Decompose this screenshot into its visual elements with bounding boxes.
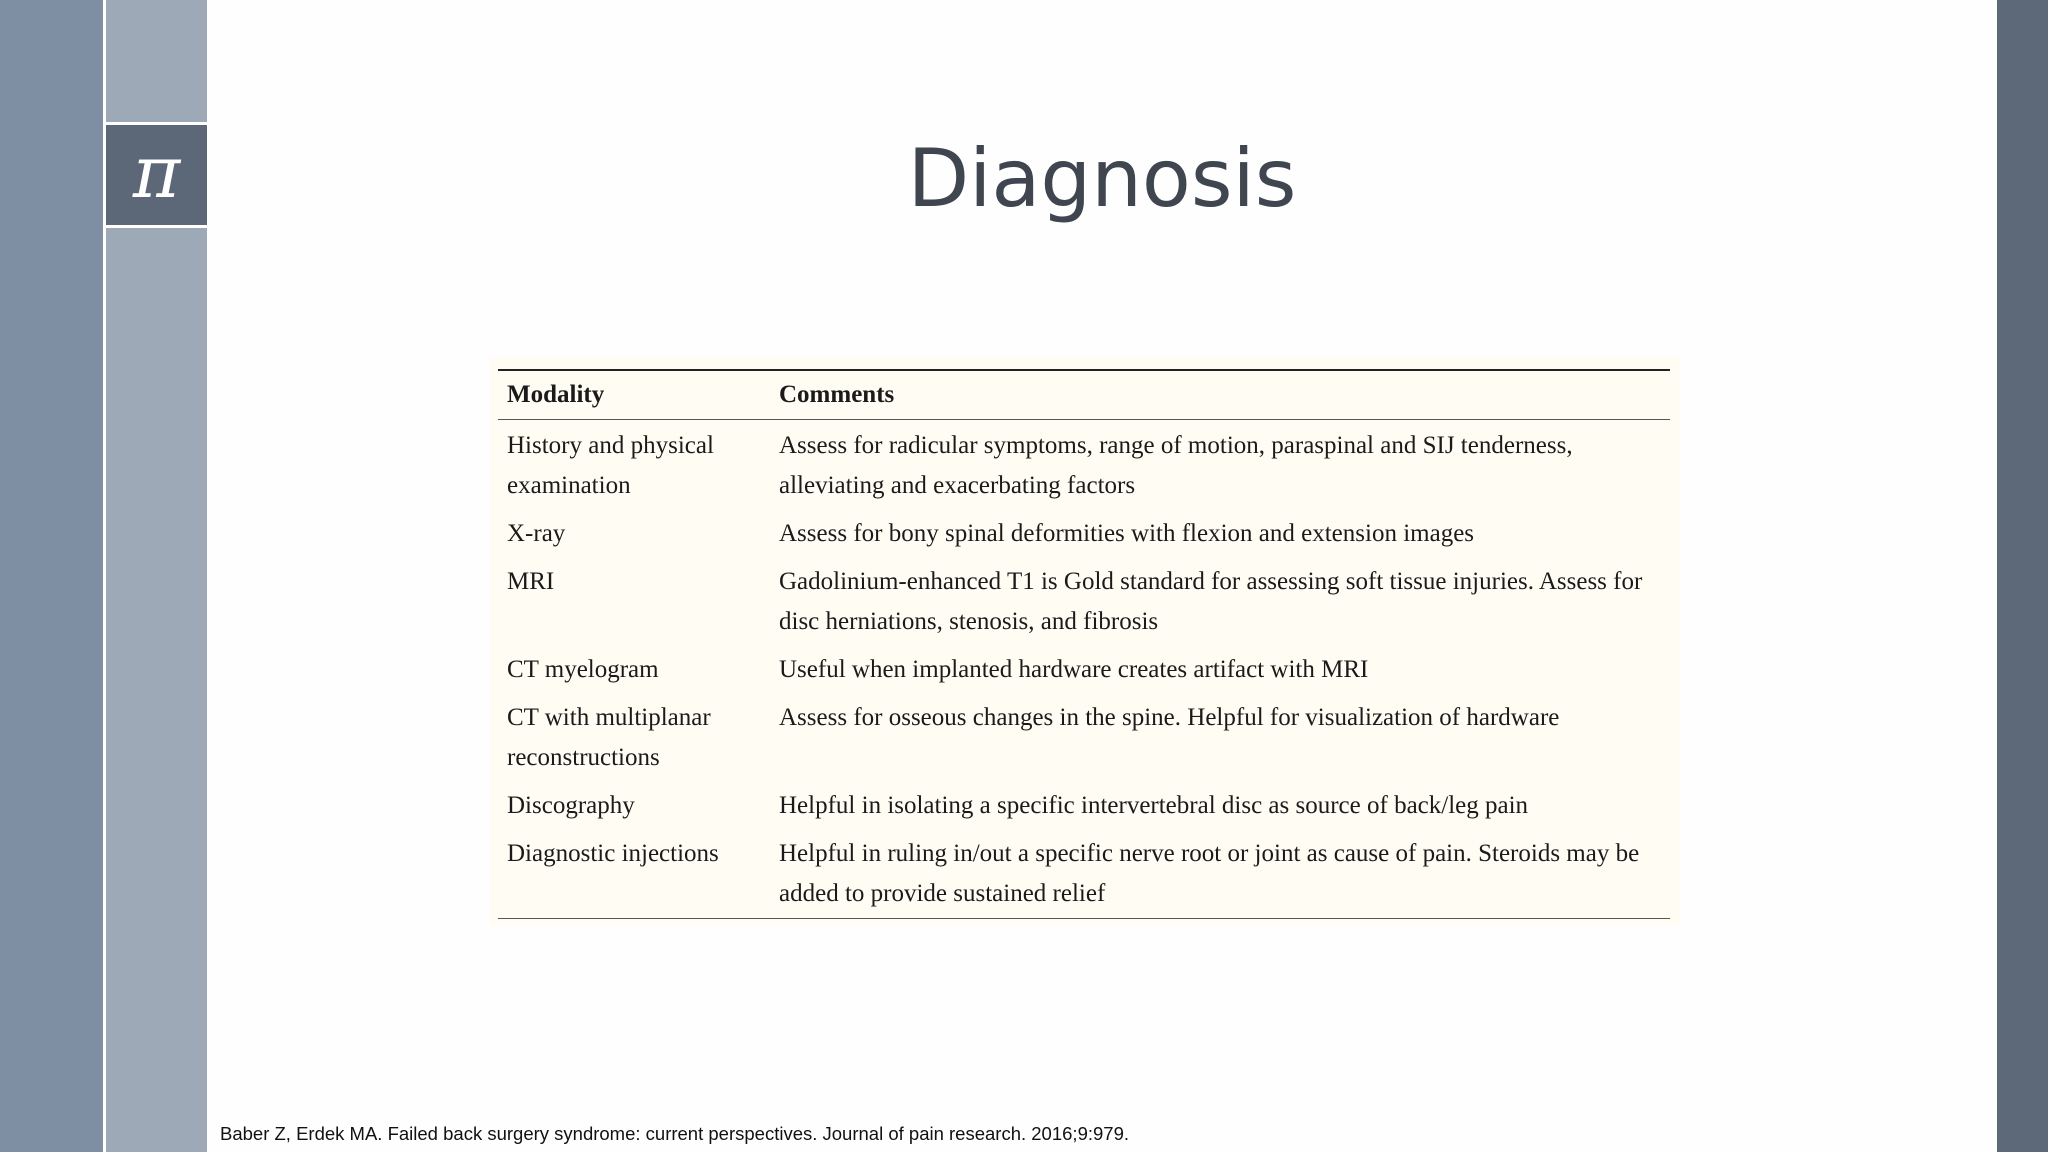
diagnosis-table (498, 369, 1670, 919)
header-comments: Comments (770, 370, 1670, 420)
modality-cell: X-ray (507, 520, 566, 547)
comments-cell: Helpful in isolating a specific intervertebral disc as source of back/leg pain (779, 792, 1529, 819)
table-header-row (498, 370, 1670, 420)
modality-cell: CT myelogram (507, 656, 659, 683)
pi-icon: π (132, 130, 181, 214)
left-band-outer (0, 0, 103, 1152)
table-row (498, 420, 1670, 509)
comments-cell: Assess for osseous changes in the spine. Helpful for visualization of hardware (779, 704, 1560, 731)
table-row (498, 692, 1670, 780)
diagnosis-table-container (490, 357, 1680, 925)
table-row (498, 508, 1670, 556)
comments-cell: Helpful in ruling in/out a specific nerve root or joint as cause of pain. Steroids may be added to provide sustained relief (770, 828, 1670, 919)
table-row (498, 644, 1670, 692)
header-modality: Modality (498, 370, 770, 420)
table-row (498, 828, 1670, 919)
modality-cell: History and physical examination (507, 432, 714, 499)
comments-cell: Assess for bony spinal deformities with flexion and extension images (779, 520, 1475, 547)
comments-cell: Assess for radicular symptoms, range of motion, paraspinal and SIJ tenderness, alleviating and exacerbating factors (779, 432, 1573, 499)
modality-cell: CT with multiplanar reconstructions (507, 704, 711, 771)
modality-cell: MRI (507, 568, 555, 595)
right-band (1997, 0, 2048, 1152)
comments-cell: Useful when implanted hardware creates artifact with MRI (779, 656, 1369, 683)
comments-cell: Gadolinium-enhanced T1 is Gold standard for assessing soft tissue injuries. Assess for disc herniations, stenosis, and fibrosis (779, 568, 1643, 635)
modality-cell: Discography (507, 792, 635, 819)
modality-cell: Diagnostic injections (498, 828, 770, 919)
pi-logo (103, 122, 207, 228)
citation: Baber Z, Erdek MA. Failed back surgery syndrome: current perspectives. Journal of pain research. 2016;9:979. (220, 1123, 1130, 1144)
slide-title: Diagnosis (907, 132, 1297, 225)
table-row (498, 780, 1670, 828)
table-row (498, 556, 1670, 644)
